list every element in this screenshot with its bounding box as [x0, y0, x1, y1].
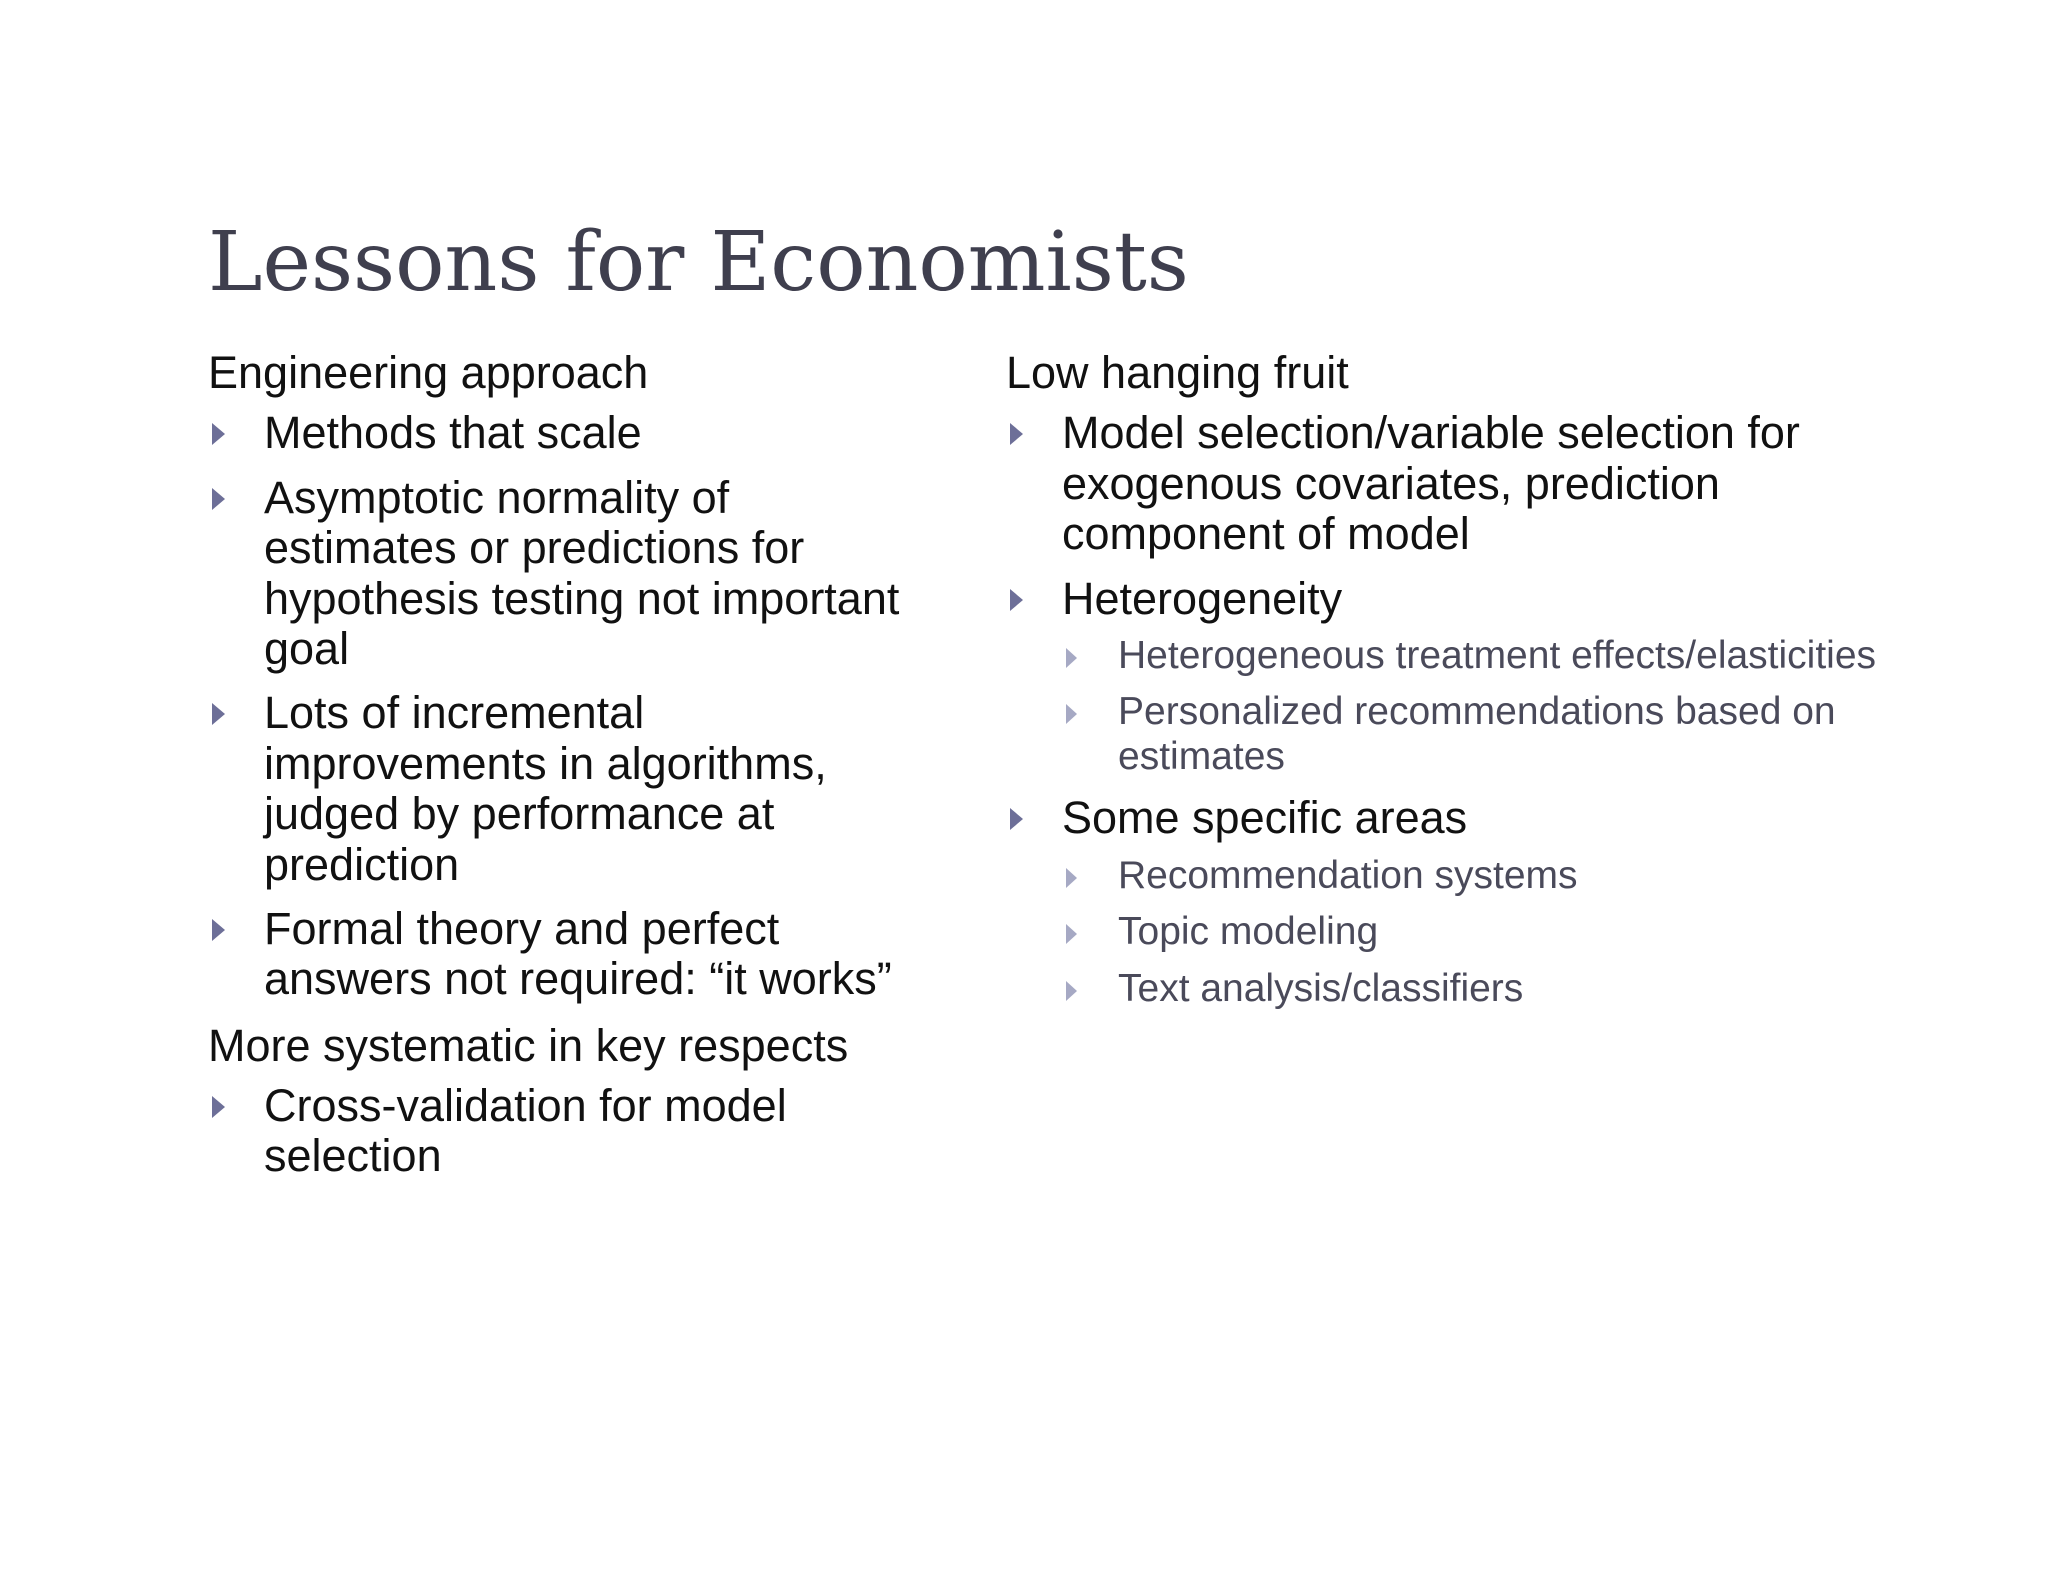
triangle-right-icon	[1010, 423, 1023, 445]
specific-areas-sublist	[1062, 854, 1886, 1011]
list-item	[208, 688, 928, 890]
left-column	[208, 348, 928, 1196]
list-item	[1006, 574, 1886, 780]
list-item-text: Heterogeneity	[1062, 572, 1343, 624]
low-hanging-fruit-heading: Low hanging fruit	[1006, 347, 1349, 398]
sub-list-item	[1062, 634, 1886, 678]
list-item-text: Formal theory and perfect answers not required: “it works”	[264, 902, 892, 1005]
list-item-text: Model selection/variable selection for exogenous covariates, prediction component of model	[1062, 407, 1800, 560]
list-item	[1006, 408, 1886, 559]
heterogeneity-sublist	[1062, 634, 1886, 779]
list-item-text: Asymptotic normality of estimates or predictions for hypothesis testing not important goal	[264, 471, 900, 674]
sub-list-item-text: Text analysis/classifiers	[1118, 966, 1524, 1010]
sub-list-item	[1062, 690, 1886, 779]
slide-title: Lessons for Economists	[208, 215, 1189, 310]
sub-list-item-text: Topic modeling	[1118, 910, 1379, 954]
triangle-right-icon	[1066, 924, 1077, 944]
list-item-text: Lots of incremental improvements in algorithms, judged by performance at prediction	[264, 687, 827, 890]
engineering-approach-heading: Engineering approach	[208, 347, 649, 398]
list-item	[208, 473, 928, 675]
triangle-right-icon	[212, 1096, 225, 1118]
list-item	[1006, 793, 1886, 1011]
low-hanging-fruit-list	[1006, 408, 1886, 1011]
right-column	[1006, 348, 1886, 1025]
list-item	[208, 1081, 928, 1182]
sub-list-item-text: Heterogeneous treatment effects/elasticities	[1118, 633, 1877, 677]
triangle-right-icon	[1010, 808, 1023, 830]
sub-list-item	[1062, 910, 1886, 954]
sub-list-item	[1062, 967, 1886, 1011]
more-systematic-heading: More systematic in key respects	[208, 1019, 849, 1071]
list-item	[208, 408, 928, 458]
triangle-right-icon	[1010, 589, 1023, 611]
list-item-text: Some specific areas	[1062, 792, 1468, 844]
triangle-right-icon	[1066, 648, 1077, 668]
sub-list-item-text: Recommendation systems	[1118, 853, 1578, 897]
triangle-right-icon	[1066, 704, 1077, 724]
list-item	[208, 904, 928, 1005]
triangle-right-icon	[1066, 868, 1077, 888]
list-item-text: Cross-validation for model selection	[264, 1080, 787, 1182]
triangle-right-icon	[212, 919, 225, 941]
list-item-text: Methods that scale	[264, 407, 642, 459]
triangle-right-icon	[212, 703, 225, 725]
triangle-right-icon	[1066, 981, 1077, 1001]
triangle-right-icon	[212, 423, 225, 445]
more-systematic-list	[208, 1081, 928, 1182]
triangle-right-icon	[212, 488, 225, 510]
sub-list-item	[1062, 854, 1886, 898]
engineering-approach-list	[208, 408, 928, 1004]
sub-list-item-text: Personalized recommendations based on estimates	[1118, 690, 1836, 778]
